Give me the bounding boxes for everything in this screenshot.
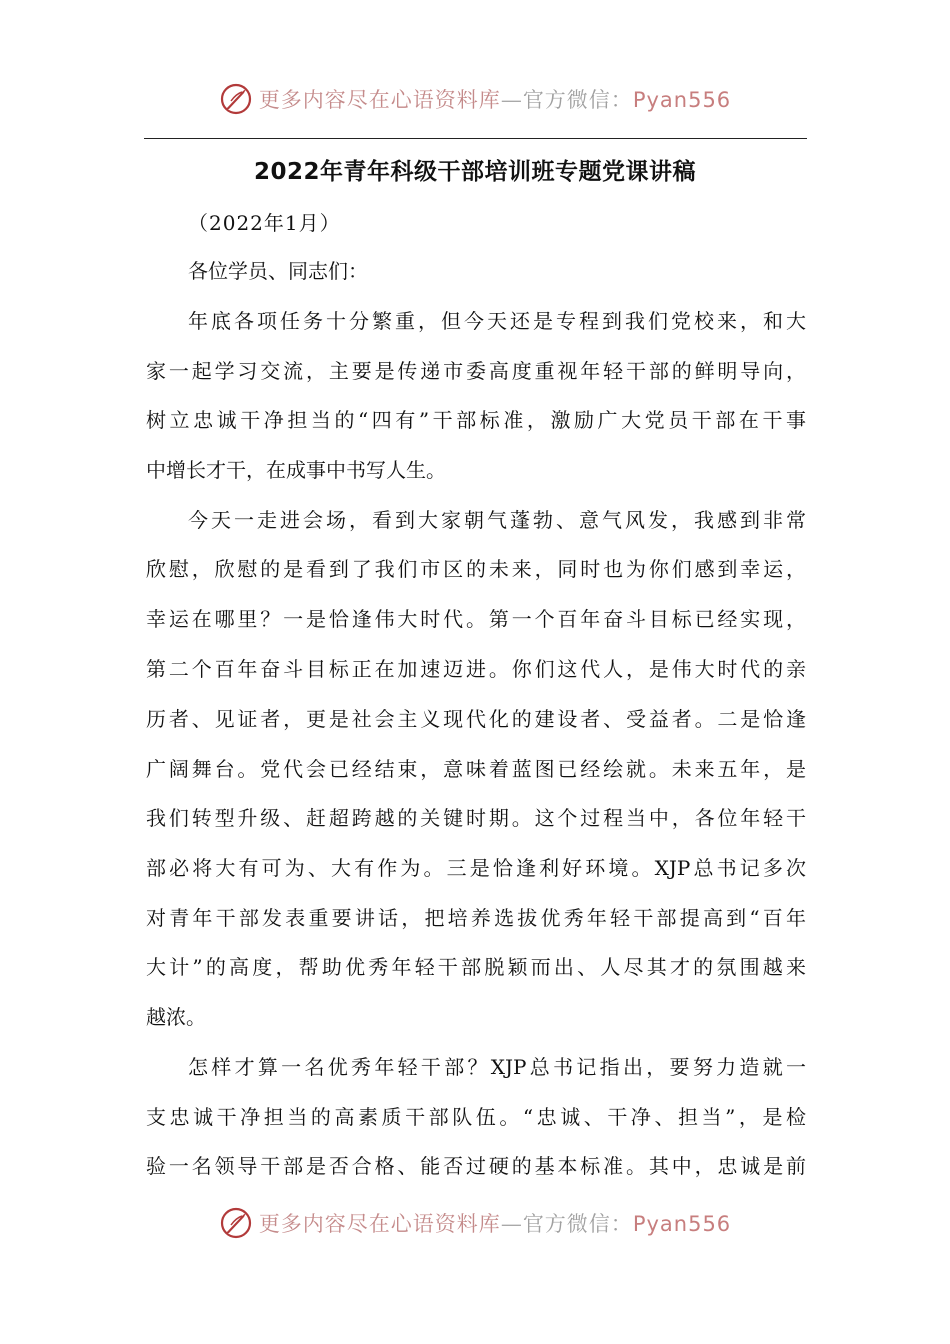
quill-logo-icon: [219, 82, 253, 116]
banner-wechat-id: Pyan556: [632, 1212, 732, 1236]
banner-wechat-label: 官方微信：: [522, 1212, 633, 1236]
body-line: 对青年干部发表重要讲话，把培养选拔优秀年轻干部提高到“百年: [146, 906, 806, 930]
banner-separator: —: [500, 88, 523, 112]
banner-separator: —: [500, 1212, 523, 1236]
header-divider: [144, 138, 807, 139]
quill-logo-icon: [219, 1206, 253, 1240]
body-line: 验一名领导干部是否合格、能否过硬的基本标准。其中，忠诚是前: [146, 1154, 806, 1178]
body-line: 历者、见证者，更是社会主义现代化的建设者、受益者。二是恰逢: [146, 707, 806, 731]
body-line: 树立忠诚干净担当的“四有”干部标准，激励广大党员干部在干事: [146, 408, 806, 432]
banner-wechat-id: Pyan556: [632, 88, 732, 112]
body-line: 中增长才干，在成事中书写人生。: [146, 458, 446, 482]
body-line: 家一起学习交流，主要是传递市委高度重视年轻干部的鲜明导向，: [146, 359, 806, 383]
body-line: 第二个百年奋斗目标正在加速迈进。你们这代人，是伟大时代的亲: [146, 657, 806, 681]
footer-watermark-banner: [0, 1206, 950, 1240]
document-title: 2022年青年科级干部培训班专题党课讲稿: [253, 159, 696, 185]
document-date: （2022年1月）: [188, 211, 341, 235]
body-line: 今天一走进会场，看到大家朝气蓬勃、意气风发，我感到非常: [188, 508, 806, 532]
body-line: 部必将大有可为、大有作为。三是恰逢利好环境。XJP总书记多次: [146, 856, 806, 880]
body-line: 大计”的高度，帮助优秀年轻干部脱颖而出、人尽其才的氛围越来: [146, 955, 806, 979]
body-line: 支忠诚干净担当的高素质干部队伍。“忠诚、干净、担当”，是检: [146, 1105, 806, 1129]
body-line: 年底各项任务十分繁重，但今天还是专程到我们党校来，和大: [188, 309, 806, 333]
body-line: 我们转型升级、赶超跨越的关键时期。这个过程当中，各位年轻干: [146, 806, 806, 830]
banner-text: 更多内容尽在心语资料库: [258, 88, 501, 112]
body-line: 怎样才算一名优秀年轻干部？XJP总书记指出，要努力造就一: [188, 1055, 806, 1079]
banner-wechat-label: 官方微信：: [522, 88, 633, 112]
body-line: 广阔舞台。党代会已经结束，意味着蓝图已经绘就。未来五年，是: [146, 757, 806, 781]
greeting: 各位学员、同志们：: [188, 259, 368, 283]
banner-text: 更多内容尽在心语资料库: [258, 1212, 501, 1236]
body-line: 欣慰，欣慰的是看到了我们市区的未来，同时也为你们感到幸运，: [146, 557, 806, 581]
header-watermark-banner: [0, 82, 950, 116]
body-line: 幸运在哪里？一是恰逢伟大时代。第一个百年奋斗目标已经实现，: [146, 607, 806, 631]
body-line: 越浓。: [146, 1005, 206, 1029]
